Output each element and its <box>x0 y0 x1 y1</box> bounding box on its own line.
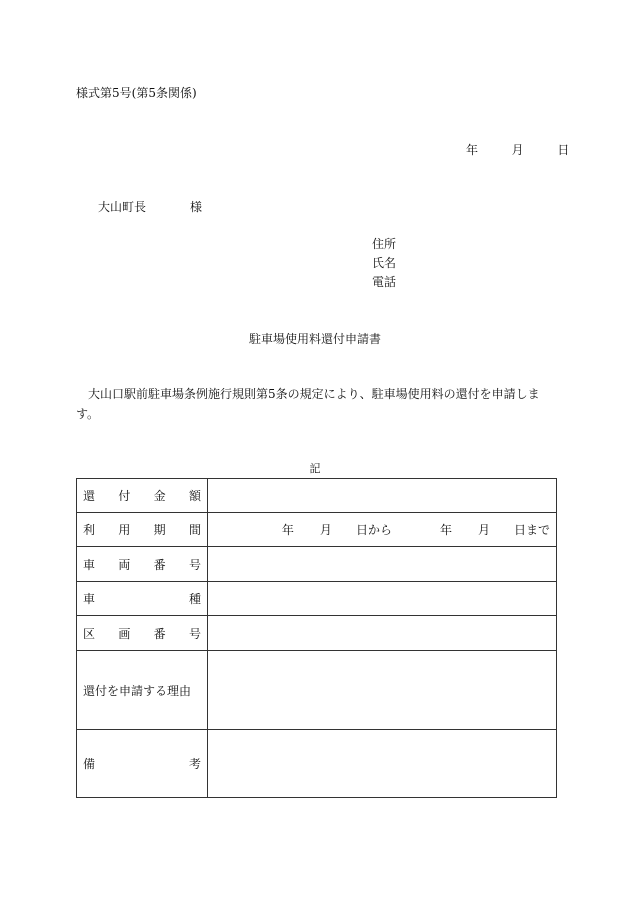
vehicle-type-label: 車種 <box>77 582 208 616</box>
table-row <box>77 582 557 616</box>
table-row <box>77 651 557 730</box>
table-row <box>77 730 557 798</box>
ki-heading: 記 <box>309 462 321 475</box>
date-month: 月 <box>511 143 524 157</box>
vehicle-type-field[interactable] <box>208 582 557 616</box>
refund-reason-label: 還付を申請する理由 <box>77 651 208 730</box>
vehicle-number-label: 車両番号 <box>77 547 208 582</box>
applicant-address-label: 住所 <box>372 237 397 251</box>
vehicle-number-field[interactable] <box>208 547 557 582</box>
refund-amount-field[interactable] <box>208 479 557 513</box>
remarks-label: 備考 <box>77 730 208 798</box>
remarks-field[interactable] <box>208 730 557 798</box>
lot-number-label: 区画番号 <box>77 616 208 651</box>
document-title: 駐車場使用料還付申請書 <box>248 332 381 346</box>
table-row <box>77 513 557 547</box>
addressee <box>98 198 202 215</box>
details-table <box>76 478 557 798</box>
table-row <box>77 547 557 582</box>
refund-reason-field[interactable] <box>208 651 557 730</box>
lot-number-field[interactable] <box>208 616 557 651</box>
table-row <box>77 616 557 651</box>
date-day: 日 <box>557 143 570 157</box>
form-number: 様式第5号(第5条関係) <box>76 86 197 100</box>
table-row <box>77 479 557 513</box>
body-text: 大山口駅前駐車場条例施行規則第5条の規定により、駐車場使用料の還付を申請します。 <box>76 387 540 421</box>
addressee-honorific: 様 <box>190 200 203 214</box>
date-year: 年 <box>466 143 479 157</box>
usage-period-field[interactable]: 年 月 日から 年 月 日まで <box>208 513 557 547</box>
addressee-name: 大山町長 <box>98 200 147 214</box>
applicant-phone-label: 電話 <box>372 275 397 289</box>
date-line <box>466 141 569 158</box>
usage-period-label: 利用期間 <box>77 513 208 547</box>
refund-amount-label: 還付金額 <box>77 479 208 513</box>
applicant-name-label: 氏名 <box>372 256 397 270</box>
